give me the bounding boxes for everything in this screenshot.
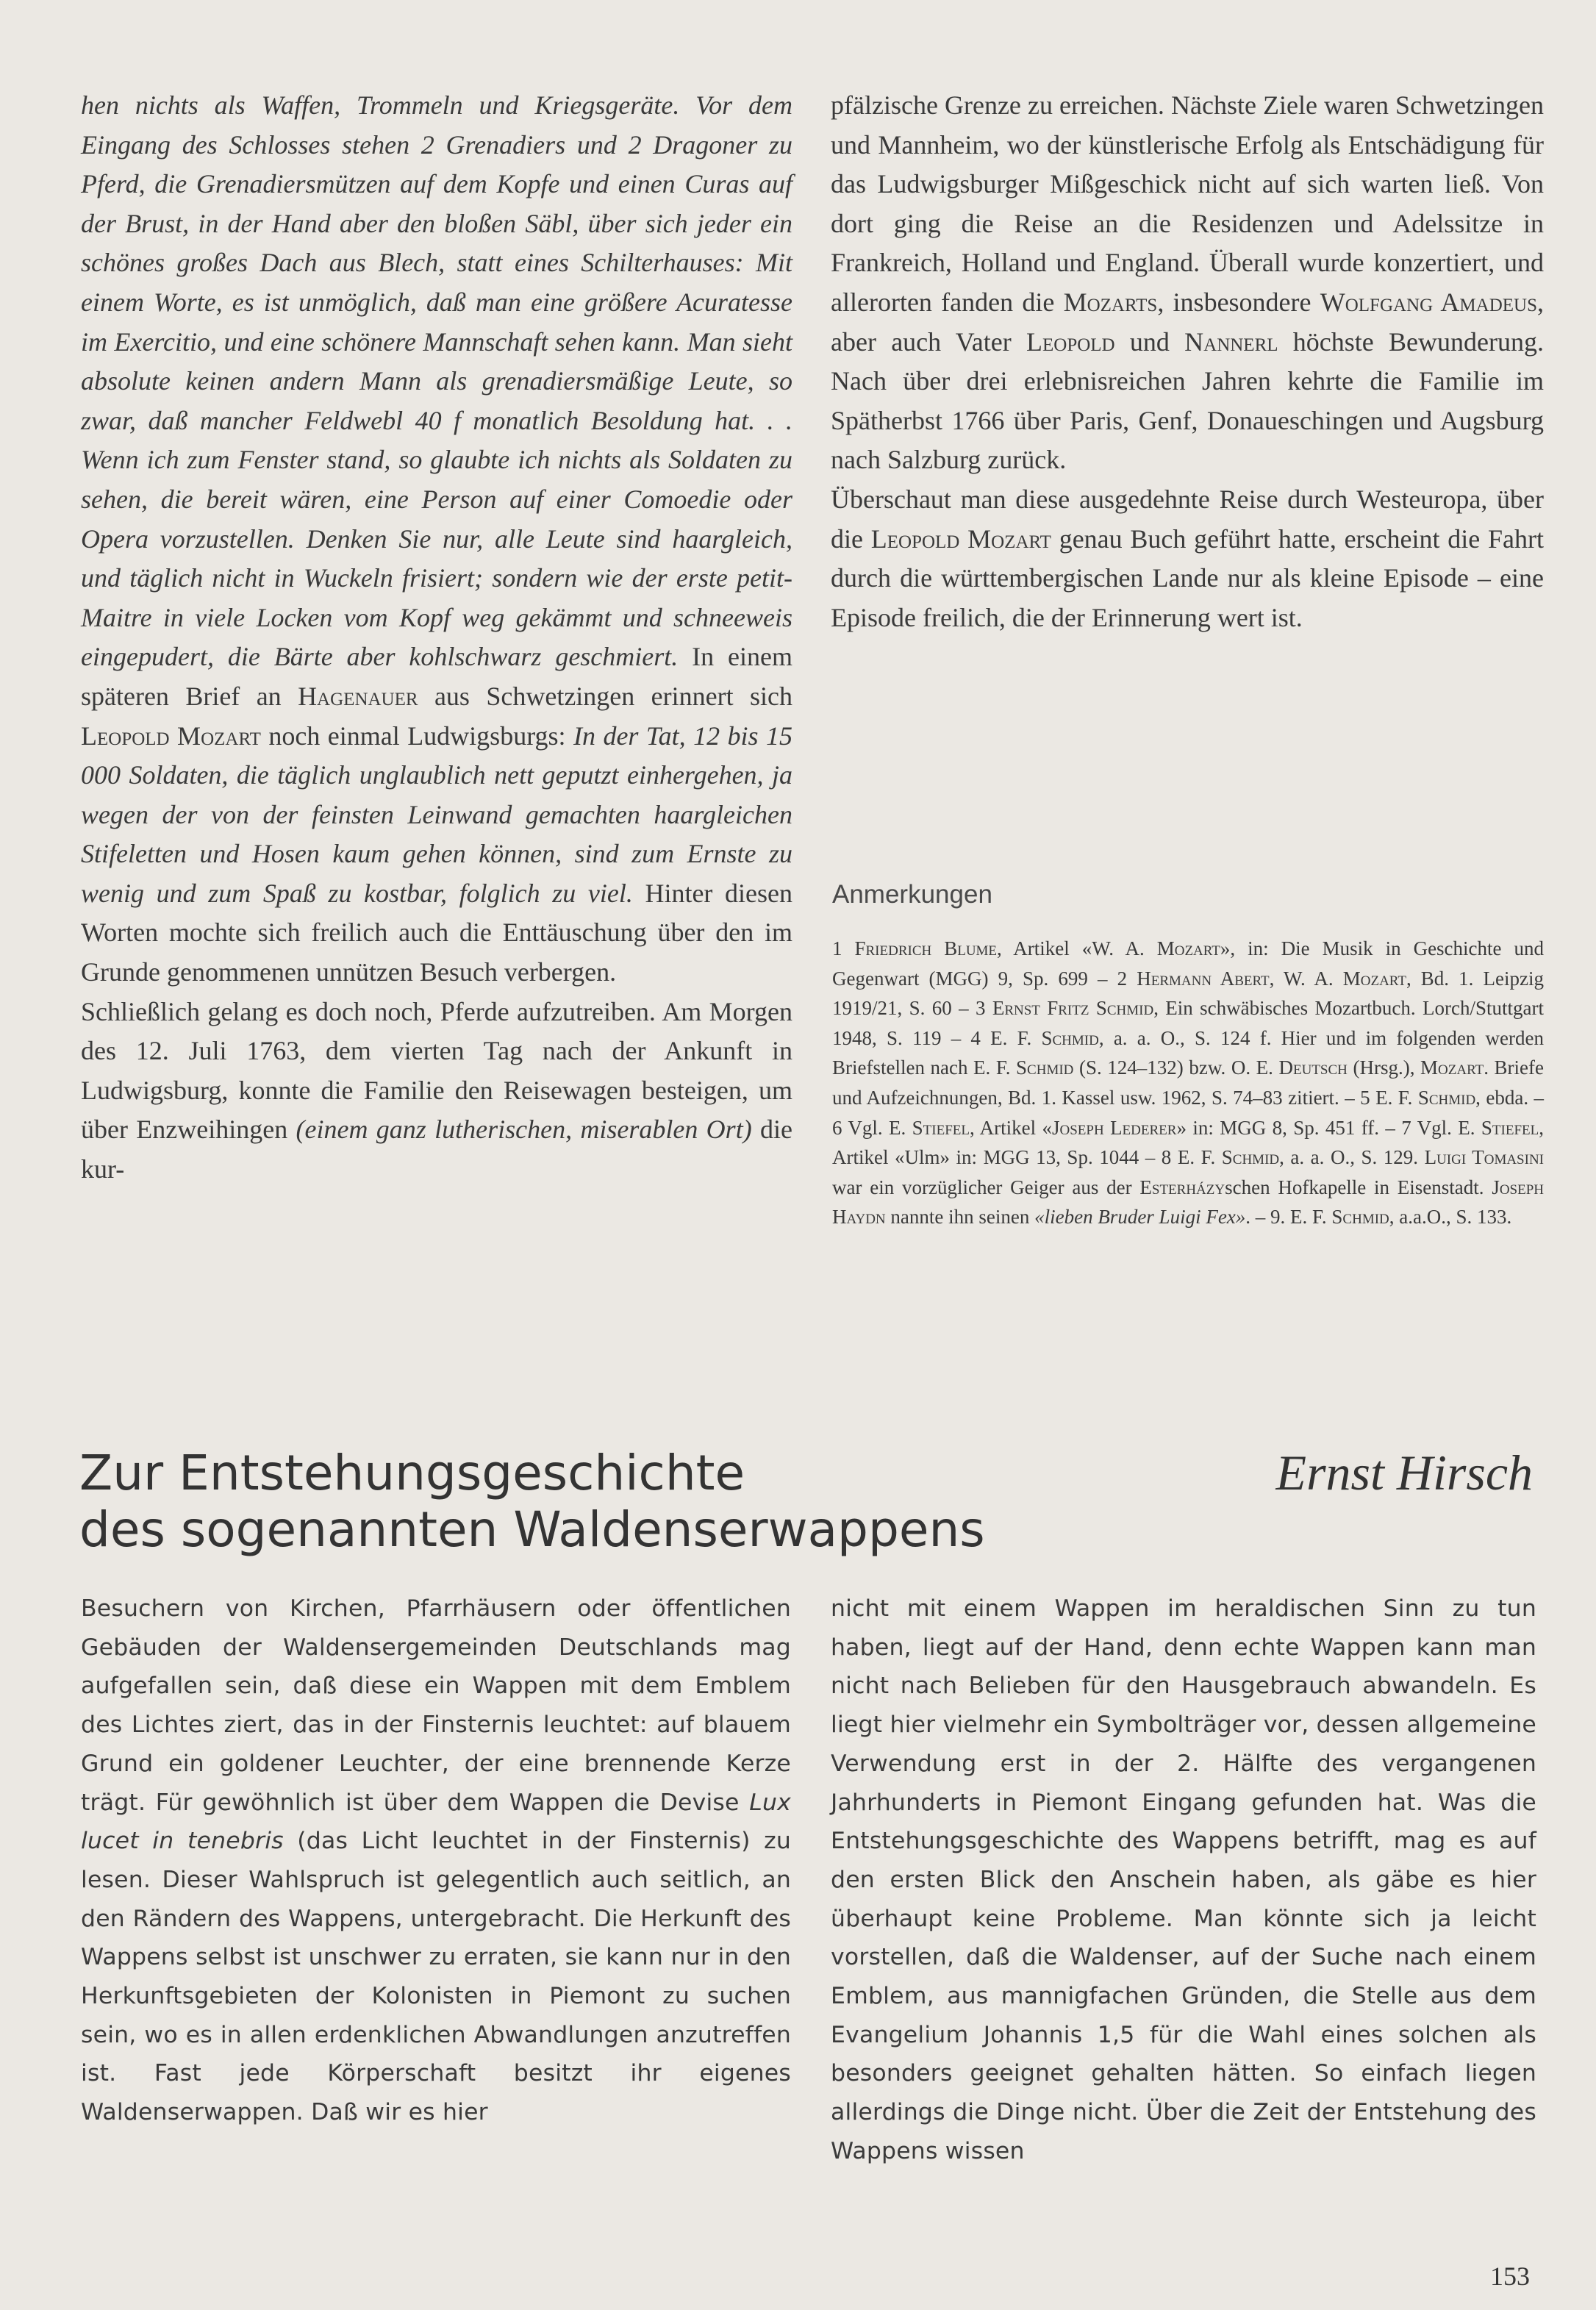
person-name: Leopold Mozart [870, 523, 1051, 554]
person-name: Mozarts [1063, 287, 1158, 317]
person-name: Leopold [1026, 326, 1115, 357]
previous-article-left-column [81, 86, 792, 1190]
article-title: Zur Entstehungsgeschichte des sogenannten Waldenserwappens [79, 1445, 985, 1558]
body-paragraph: pfälzische Grenze zu erreichen. Nächste Ziele waren Schwetzingen und Mannheim, wo der künstlerische Erfolg als Entschädigung für das Ludwigsburger Mißgeschick nicht auf sich warten ließ. Von dort ging die Reise an die Residenzen und Adelssitze in Frankreich, Holland und England. Überall wurde konzertiert, und allerorten fanden die Mozarts, insbesondere Wolfgang Amadeus, aber auch Vater Leopold und Nannerl höchste Bewunderung. Nach über drei erlebnisreichen Jahren kehrte die Familie im Spätherbst 1766 über Paris, Genf, Donaueschingen und Augsburg nach Salzburg zurück. [831, 90, 1544, 475]
letter-quote: (einem ganz lutherischen, miserablen Ort) [296, 1115, 752, 1145]
footnotes: 1 Friedrich Blume, Artikel «W. A. Mozart», in: Die Musik in Geschichte und Gegenwart (MGG) 9, Sp. 699 – 2 Hermann Abert, W. A. Mozart, Bd. 1. Leipzig 1919/21, S. 60 – 3 Ernst Fritz Schmid, Ein schwäbisches Mozartbuch. Lorch/Stuttgart 1948, S. 119 – 4 E. F. Schmid, a. a. O., S. 124 f. Hier und im folgenden werden Briefstellen nach E. F. Schmid (S. 124–132) bzw. O. E. Deutsch (Hrsg.), Mozart. Briefe und Aufzeichnungen, Bd. 1. Kassel usw. 1962, S. 74–83 zitiert. – 5 E. F. Schmid, ebda. – 6 Vgl. E. Stiefel, Artikel «Joseph Lederer» in: MGG 8, Sp. 451 ff. – 7 Vgl. E. Stiefel, Artikel «Ulm» in: MGG 13, Sp. 1044 – 8 E. F. Schmid, a. a. O., S. 129. Luigi Tomasini war ein vorzüglicher Geiger aus der Esterházyschen Hofkapelle in Eisenstadt. Joseph Haydn nannte ihn seinen «lieben Bruder Luigi Fex». – 9. E. F. Schmid, a.a.O., S. 133. [832, 937, 1545, 1229]
person-name: Wolfgang Amadeus [1320, 287, 1537, 317]
body-paragraph: nicht mit einem Wappen im heraldischen Sinn zu tun haben, liegt auf der Hand, denn echte Wappen kann man nicht nach Belieben für den Hausgebrauch abwandeln. Es liegt hier vielmehr ein Symbolträger vor, dessen allgemeine Verwendung erst in der 2. Hälfte des vergangenen Jahrhunderts in Piemont Eingang gefunden hat. Was die Entstehungsgeschichte des Wappens betrifft, mag es auf den ersten Blick den Anschein haben, als gäbe es hier überhaupt keine Probleme. Man könnte sich ja leicht vorstellen, daß die Waldenser, auf der Suche nach einem Emblem, aus mannigfachen Gründen, die Stelle aus dem Evangelium Johannis 1,5 für die Wahl eines solchen als besonders geeignet gehalten hätten. So einfach liegen allerdings die Dinge nicht. Über die Zeit der Entstehung des Wappens wissen [831, 1595, 1536, 2164]
article-left-column [81, 1590, 791, 2132]
page-number: 153 [1490, 2261, 1530, 2291]
person-name: Nannerl [1184, 326, 1278, 357]
body-paragraph: Besuchern von Kirchen, Pfarrhäusern oder öffentlichen Gebäuden der Waldensergemeinden Deutschlands mag aufgefallen sein, daß diese ein Wappen mit dem Emblem des Lichtes ziert, das in der Finsternis leuchtet: auf blauem Grund ein goldener Leuchter, der eine brennende Kerze trägt. Für gewöhnlich ist über dem Wappen die Devise Lux lucet in tenebris (das Licht leuchtet in der Finsternis) zu lesen. Dieser Wahlspruch ist gelegentlich auch seitlich, an den Rändern des Wappens, untergebracht. Die Herkunft des Wappens selbst ist unschwer zu erraten, sie kann nur in den Herkunftsgebieten der Kolonisten in Piemont zu suchen sein, wo es in allen erdenklichen Abwandlungen anzutreffen ist. Fast jede Körperschaft besitzt ihr eigenes Waldenserwappen. Daß wir es hier [81, 1595, 791, 2126]
person-name: Leopold Mozart [81, 720, 261, 751]
motto: Lux lucet in tenebris [81, 1789, 791, 1855]
letter-quote: In der Tat, 12 bis 15 000 Soldaten, die täglich unglaublich nett geputzt einhergehen, ja wegen der von der feinsten Leinwand gemachten haargleichen Stifeletten und Hosen kaum gehen können, sind zum Ernste zu wenig und zum Spaß zu kostbar, folglich zu viel. [81, 720, 792, 908]
previous-article-right-column [831, 86, 1544, 637]
letter-quote: hen nichts als Waffen, Trommeln und Kriegsgeräte. Vor dem Eingang des Schlosses stehen 2 Grenadiers und 2 Dragoner zu Pferd, die Grenadiersmützen auf dem Kopfe und einen Curas auf der Brust, in der Hand aber den bloßen Säbl, über sich jeder ein schönes großes Dach aus Blech, statt eines Schilterhauses: Mit einem Worte, es ist unmöglich, daß man eine größere Acuratesse im Exercitio, und eine schönere Mannschaft sehen kann. Man sieht absolute keinen andern Mann als grenadiersmäßige Leute, so zwar, daß mancher Feldwebl 40 f monatlich Besoldung hat. . . Wenn ich zum Fenster stand, so glaubte ich nichts als Soldaten zu sehen, die bereit wären, eine Person auf einer Comoedie oder Opera vorzustellen. Denken Sie nur, alle Leute sind haargleich, und täglich nicht in Wuckeln frisiert; sondern wie der erste petit-Maitre in viele Locken vom Kopf weg gekämmt und schneeweis eingepudert, die Bärte aber kohlschwarz geschmiert. [81, 90, 792, 672]
notes-heading: Anmerkungen [832, 880, 992, 909]
article-author: Ernst Hirsch [1275, 1445, 1533, 1501]
body-paragraph: Überschaut man diese ausgedehnte Reise durch Westeuropa, über die Leopold Mozart genau Buch geführt hatte, erscheint die Fahrt durch die württembergischen Lande nur als kleine Episode – eine Episode freilich, die der Erinnerung wert ist. [831, 484, 1544, 632]
person-name: Hagenauer [298, 681, 418, 711]
body-paragraph: hen nichts als Waffen, Trommeln und Kriegsgeräte. Vor dem Eingang des Schlosses stehen 2 Grenadiers und 2 Dragoner zu Pferd, die Grenadiersmützen auf dem Kopfe und einen Curas auf der Brust, in der Hand aber den bloßen Säbl, über sich jeder ein schönes großes Dach aus Blech, statt eines Schilterhauses: Mit einem Worte, es ist unmöglich, daß man eine größere Acuratesse im Exercitio, und eine schönere Mannschaft sehen kann. Man sieht absolute keinen andern Mann als grenadiersmäßige Leute, so zwar, daß mancher Feldwebl 40 f monatlich Besoldung hat. . . Wenn ich zum Fenster stand, so glaubte ich nichts als Soldaten zu sehen, die bereit wären, eine Person auf einer Comoedie oder Opera vorzustellen. Denken Sie nur, alle Leute sind haargleich, und täglich nicht in Wuckeln frisiert; sondern wie der erste petit-Maitre in viele Locken vom Kopf weg gekämmt und schneeweis eingepudert, die Bärte aber kohlschwarz geschmiert. In einem späteren Brief an Hagenauer aus Schwetzingen erinnert sich Leopold Mozart noch einmal Ludwigsburgs: In der Tat, 12 bis 15 000 Soldaten, die täglich unglaublich nett geputzt einhergehen, ja wegen der von der feinsten Leinwand gemachten haargleichen Stifeletten und Hosen kaum gehen können, sind zum Ernste zu wenig und zum Spaß zu kostbar, folglich zu viel. Hinter diesen Worten mochte sich freilich auch die Enttäuschung über den im Grunde genommenen unnützen Besuch verbergen. [81, 90, 792, 987]
article-right-column [831, 1590, 1536, 2171]
body-paragraph: Schließlich gelang es doch noch, Pferde aufzutreiben. Am Morgen des 12. Juli 1763, dem vierten Tag nach der Ankunft in Ludwigsburg, konnte die Familie den Reisewagen besteigen, um über Enzweihingen (einem ganz lutherischen, miserablen Ort) die kur- [81, 996, 792, 1184]
